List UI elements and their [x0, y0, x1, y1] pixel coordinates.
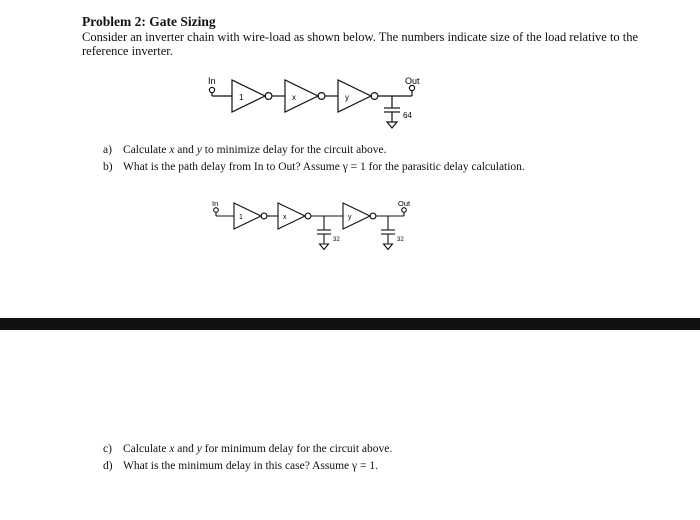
- load-label-1: 64: [403, 111, 412, 120]
- in-label-1: In: [208, 76, 216, 86]
- size-label-2-inv2: x: [283, 214, 287, 221]
- ground-symbol-1: [387, 122, 397, 128]
- input-terminal-1: [209, 87, 214, 92]
- inverter-1: [232, 80, 265, 112]
- size-label-inv1: 1: [239, 93, 244, 102]
- var-x: x: [169, 144, 175, 156]
- inverter-chain-circuit-2: [0, 195, 700, 275]
- mid-load-label: 32: [333, 237, 340, 243]
- question-b: [103, 161, 525, 173]
- problem-page-bottom: [0, 330, 700, 520]
- problem-title: Problem 2: Gate Sizing: [82, 14, 216, 29]
- var-x-2: x: [169, 443, 175, 455]
- var-y: y: [196, 144, 202, 156]
- question-a: a) Calculate x and y to minimize delay for the circuit above.: [103, 144, 387, 156]
- size-label-2-inv1: 1: [239, 214, 243, 221]
- out-label-1: Out: [405, 76, 420, 86]
- out-load-label: 32: [397, 237, 404, 243]
- size-label-inv2: x: [292, 93, 296, 102]
- question-a-label: a): [103, 144, 112, 156]
- ground-symbol-mid: [320, 244, 329, 250]
- size-label-2-inv3: y: [348, 214, 352, 221]
- question-d: [103, 460, 378, 472]
- question-c: c) Calculate x and y for minimum delay for the circuit above.: [103, 443, 393, 455]
- page-divider-bar: [0, 318, 700, 330]
- out-label-2: Out: [398, 199, 411, 208]
- inverter-3: [338, 80, 371, 112]
- output-terminal-2: [402, 208, 407, 213]
- inverter-chain-circuit-1: [0, 62, 700, 202]
- question-d-label: d): [103, 460, 113, 472]
- problem-intro: Consider an inverter chain with wire-load as shown below. The numbers indicate size of the load relative to the reference inverter.: [82, 30, 639, 58]
- output-terminal-1: [409, 85, 414, 90]
- in-label-2: In: [212, 199, 219, 208]
- inverter-2: [285, 80, 318, 112]
- size-label-inv3: y: [345, 93, 349, 102]
- var-y-2: y: [196, 443, 202, 455]
- question-c-label: c): [103, 443, 112, 455]
- question-b-label: b): [103, 161, 113, 173]
- input-terminal-2: [214, 208, 219, 213]
- question-d-text: What is the minimum delay in this case? Assume γ = 1.: [123, 460, 378, 472]
- ground-symbol-out: [384, 244, 393, 250]
- question-b-text: What is the path delay from In to Out? Assume γ = 1 for the parasitic delay calculation.: [123, 161, 525, 173]
